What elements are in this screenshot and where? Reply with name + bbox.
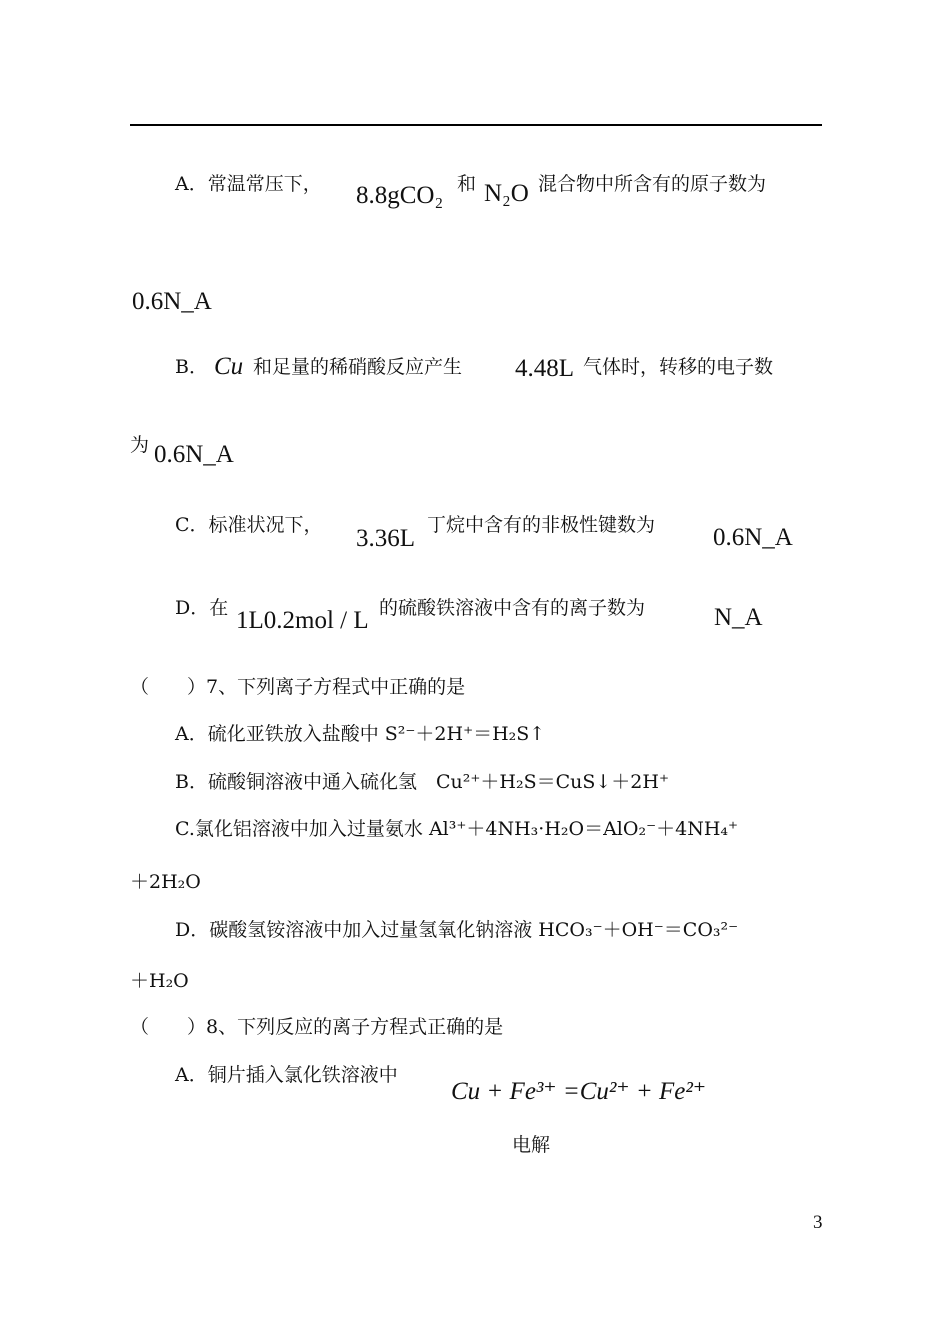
q6-a-and: 和 <box>457 173 477 195</box>
q6-a-text1: 常温常压下， <box>207 173 322 195</box>
q8-option-a: A．铜片插入氯化铁溶液中 <box>175 1064 398 1086</box>
q6-b-cu: Cu <box>214 353 244 380</box>
electrolysis-label: 电解 <box>512 1134 551 1156</box>
q6-d-answer: N_A <box>714 604 763 631</box>
q6-b-volume: 4.48L <box>515 355 575 382</box>
q6-b-text2: 气体时，转移的电子数 <box>583 356 774 378</box>
q6-c-text2: 丁烷中含有的非极性键数为 <box>427 514 656 536</box>
q7-option-b: B．硫酸铜溶液中通入硫化氢 Cu²⁺＋H₂S＝CuS↓＋2H⁺ <box>175 771 669 793</box>
q6-b-answer: 0.6N_A <box>154 441 234 468</box>
page-number: 3 <box>813 1212 823 1233</box>
q6-a-math2: N₂O <box>484 180 529 207</box>
q7-option-d-line1: D．碳酸氢铵溶液中加入过量氢氧化钠溶液 HCO₃⁻＋OH⁻＝CO₃²⁻ <box>175 919 739 941</box>
q6-b-text1: 和足量的稀硝酸反应产生 <box>253 356 463 378</box>
q6-a-math1: 8.8gCO₂ <box>356 182 444 209</box>
q8-a-equation: Cu + Fe³⁺ =Cu²⁺ + Fe²⁺ <box>451 1078 707 1105</box>
q6-d-conc: 1L0.2mol / L <box>236 607 369 634</box>
q6-option-a <box>175 172 322 196</box>
q7-option-c-line2: ＋2H₂O <box>130 871 201 893</box>
q8-stem: （ ）8、下列反应的离子方程式正确的是 <box>130 1016 504 1038</box>
q6-d-text2: 的硫酸铁溶液中含有的离子数为 <box>379 597 646 619</box>
header-rule <box>130 124 822 126</box>
q6-option-c: C．标准状况下， <box>175 514 323 536</box>
q6-option-d: D．在 <box>175 597 229 619</box>
q7-option-d-line2: ＋H₂O <box>130 970 189 992</box>
q6-a-label: A． <box>175 173 208 195</box>
q7-stem: （ ）7、下列离子方程式中正确的是 <box>130 676 466 698</box>
q6-c-volume: 3.36L <box>356 525 416 552</box>
q7-option-a: A．硫化亚铁放入盐酸中 S²⁻＋2H⁺＝H₂S↑ <box>175 723 546 745</box>
q7-option-c-line1: C.氯化铝溶液中加入过量氨水 Al³⁺＋4NH₃·H₂O＝AlO₂⁻＋4NH₄⁺ <box>175 818 739 840</box>
q6-a-text2: 混合物中所含有的原子数为 <box>538 173 767 195</box>
q6-b-text3: 为 <box>130 434 150 456</box>
q6-a-answer: 0.6N_A <box>132 288 212 315</box>
q6-option-b-label: B． <box>175 356 208 378</box>
q6-c-answer: 0.6N_A <box>713 524 793 551</box>
